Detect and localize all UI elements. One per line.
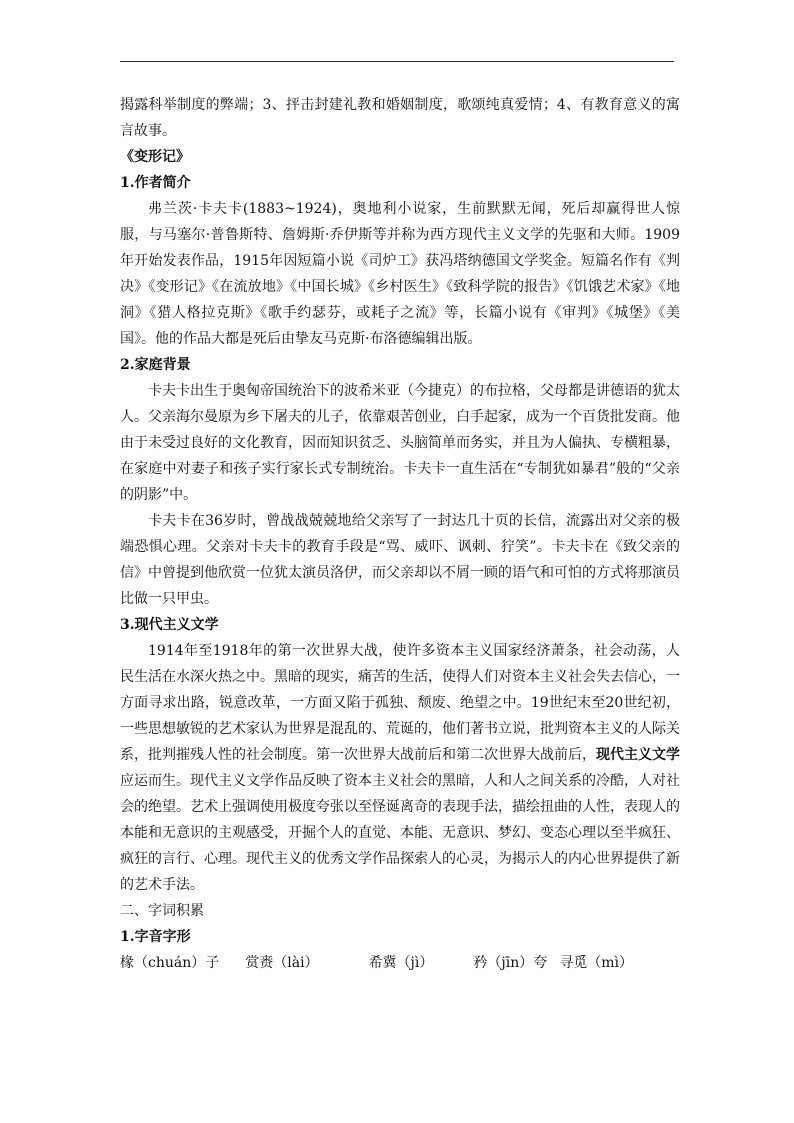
modernism-paragraph: [120, 638, 680, 898]
pinyin-item: 赏赉（lài）: [245, 955, 319, 971]
vocab-heading: 1.字音字形: [120, 929, 191, 945]
modernism-text-before: 1914年至1918年的第一次世界大战，使许多资本主义国家经济萧条，社会动荡，人民生活在水深火热之中。黑暗的现实，痛苦的生活，使得人们对资本主义社会失去信心，一方面寻求出路，锐意改革，一方面又陷于孤独、颓废、绝望之中。19世纪末至20世纪初，一些思想敏锐的艺术家认为世界是混乱的、荒诞的，他们著书立说，批判资本主义的人际关系，批判摧残人性的社会制度。第一次世界大战前后和第二次世界大战前后，: [120, 643, 680, 763]
modernism-bold-term: 现代主义文学: [596, 747, 680, 763]
modernism-text-after: 应运而生。现代主义文学作品反映了资本主义社会的黑暗，人和人之间关系的冷酷，人对社会的绝望。艺术上强调使用极度夸张以至怪诞离奇的表现手法，描绘扭曲的人性，表现人的本能和无意识的主观感受，开掘个人的直觉、本能、无意识、梦幻、变态心理以至半疯狂、疯狂的言行、心理。现代主义的优秀文学作品探索人的心灵，为揭示人的内心世界提供了新的艺术手法。: [120, 773, 680, 893]
continued-paragraph: 揭露科举制度的弊端；3、抨击封建礼教和婚姻制度，歌颂纯真爱情；4、有教育意义的寓言故事。: [120, 97, 680, 139]
section-heading-author: 1.作者简介: [120, 175, 191, 191]
part-two-heading: 二、字词积累: [120, 903, 204, 919]
section-heading-family: 2.家庭背景: [120, 357, 191, 373]
pinyin-item: 矜（jīn）夸: [473, 955, 548, 971]
family-paragraph-2: 卡夫卡在36岁时，曾战战兢兢地给父亲写了一封达几十页的长信，流露出对父亲的极端恐惧心理。父亲对卡夫卡的教育手段是“骂、威吓、讽刺、狞笑”。卡夫卡在《致父亲的信》中曾提到他欣赏一位犹太演员洛伊，而父亲却以不屑一顾的语气和可怕的方式将那演员比做一只甲虫。: [120, 513, 680, 607]
pinyin-line: [120, 950, 680, 976]
family-paragraph-1: 卡夫卡出生于奥匈帝国统治下的波希米亚（今捷克）的布拉格，父母都是讲德语的犹太人。父亲海尔曼原为乡下屠夫的儿子，依靠艰苦创业，白手起家，成为一个百货批发商。他由于未受过良好的文化教育，因而知识贫乏、头脑简单而务实，并且为人偏执、专横粗暴，在家庭中对妻子和孩子实行家长式专制统治。卡夫卡一直生活在“专制犹如暴君”般的“父亲的阴影”中。: [120, 383, 680, 503]
document-body: [120, 92, 680, 976]
pinyin-item: 希冀（jì）: [368, 955, 434, 971]
section-heading-modernism: 3.现代主义文学: [120, 617, 219, 633]
pinyin-item: 椽（chuán）子: [120, 955, 220, 971]
work-title: 《变形记》: [120, 149, 190, 165]
header-rule: [120, 61, 674, 62]
pinyin-item: 寻觅（mì）: [559, 955, 633, 971]
author-paragraph: 弗兰茨·卡夫卡(1883~1924)，奥地利小说家，生前默默无闻，死后却赢得世人惊服，与马塞尔·普鲁斯特、詹姆斯·乔伊斯等并称为西方现代主义文学的先驱和大师。1909年开始发表作品，1915年因短篇小说《司炉工》获冯塔纳德国文学奖金。短篇名作有《判决》《变形记》《在流放地》《中国长城》《乡村医生》《致科学院的报告》《饥饿艺术家》《地洞》《猎人格拉克斯》《歌手约瑟芬，或耗子之流》等，长篇小说有《审判》《城堡》《美国》。他的作品大都是死后由挚友马克斯·布洛德编辑出版。: [120, 201, 680, 347]
